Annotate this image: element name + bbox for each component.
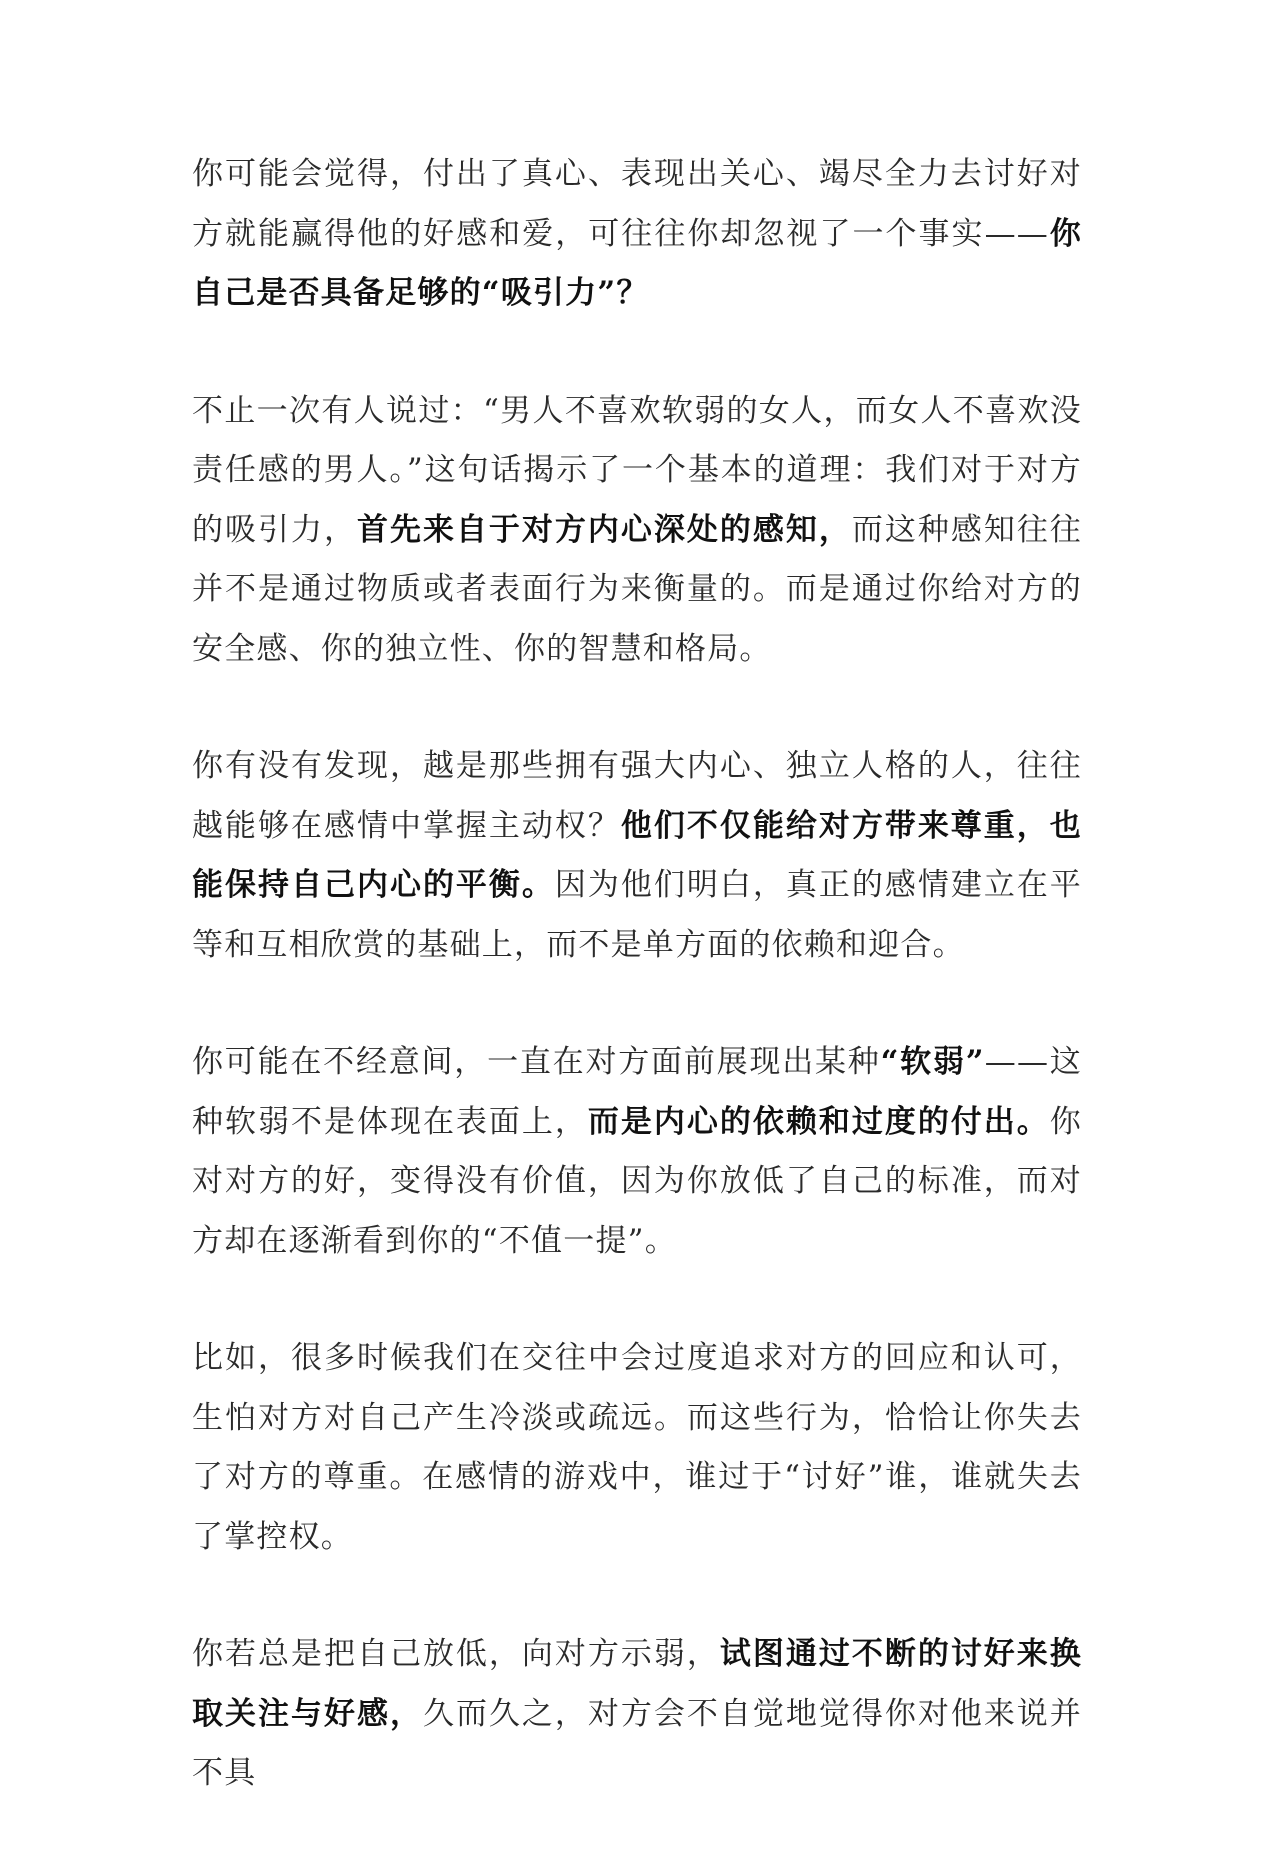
article-body [192, 145, 1082, 1862]
text-segment: ——这种软弱不是体现在表面上， [192, 1044, 1082, 1140]
paragraph-6 [192, 1625, 1082, 1804]
paragraph-3 [192, 737, 1082, 975]
text-segment: 你可能在不经意间，一直在对方面前展现出某种 [192, 1044, 881, 1080]
text-segment: 你可能会觉得，付出了真心、表现出关心、竭尽全力去讨好对方就能赢得他的好感和爱，可往往你却忽视了一个事实—— [192, 156, 1082, 252]
bold-text-segment: “软弱” [880, 1044, 985, 1080]
text-segment: 因为他们明白，真正的感情建立在平等和互相欣赏的基础上，而不是单方面的依赖和迎合。 [192, 867, 1083, 963]
text-segment: 久而久之，对方会不自觉地觉得你对他来说并不具 [192, 1695, 1083, 1791]
bold-text-segment: 首先来自于对方内心深处的感知， [356, 511, 852, 548]
text-segment: 你有没有发现，越是那些拥有强大内心、独立人格的人，往往越能够在感情中掌握主动权？ [192, 748, 1082, 844]
bold-text-segment: 你自己是否具备足够的“吸引力”？ [192, 215, 1082, 311]
paragraph-5 [192, 1329, 1082, 1567]
bold-text-segment: 试图通过不断的讨好来换取关注与好感， [192, 1636, 1082, 1732]
paragraph-2 [192, 382, 1082, 680]
paragraph-1 [192, 145, 1082, 324]
text-segment: 你对对方的好，变得没有价值，因为你放低了自己的标准，而对方却在逐渐看到你的“不值一提”。 [192, 1103, 1082, 1259]
text-segment: 你若总是把自己放低，向对方示弱， [192, 1636, 720, 1672]
text-segment: 而这种感知往往并不是通过物质或者表面行为来衡量的。而是通过你给对方的安全感、你的独立性、你的智慧和格局。 [192, 511, 1083, 667]
paragraph-4 [192, 1033, 1082, 1271]
text-segment: 比如，很多时候我们在交往中会过度追求对方的回应和认可，生怕对方对自己产生冷淡或疏远。而这些行为，恰恰让你失去了对方的尊重。在感情的游戏中，谁过于“讨好”谁，谁就失去了掌控权。 [192, 1340, 1082, 1555]
bold-text-segment: 他们不仅能给对方带来尊重，也能保持自己内心的平衡。 [192, 807, 1082, 903]
bold-text-segment: 而是内心的依赖和过度的付出。 [587, 1103, 1050, 1140]
text-segment: 不止一次有人说过：“男人不喜欢软弱的女人，而女人不喜欢没责任感的男人。”这句话揭示了一个基本的道理：我们对于对方的吸引力， [192, 392, 1082, 548]
